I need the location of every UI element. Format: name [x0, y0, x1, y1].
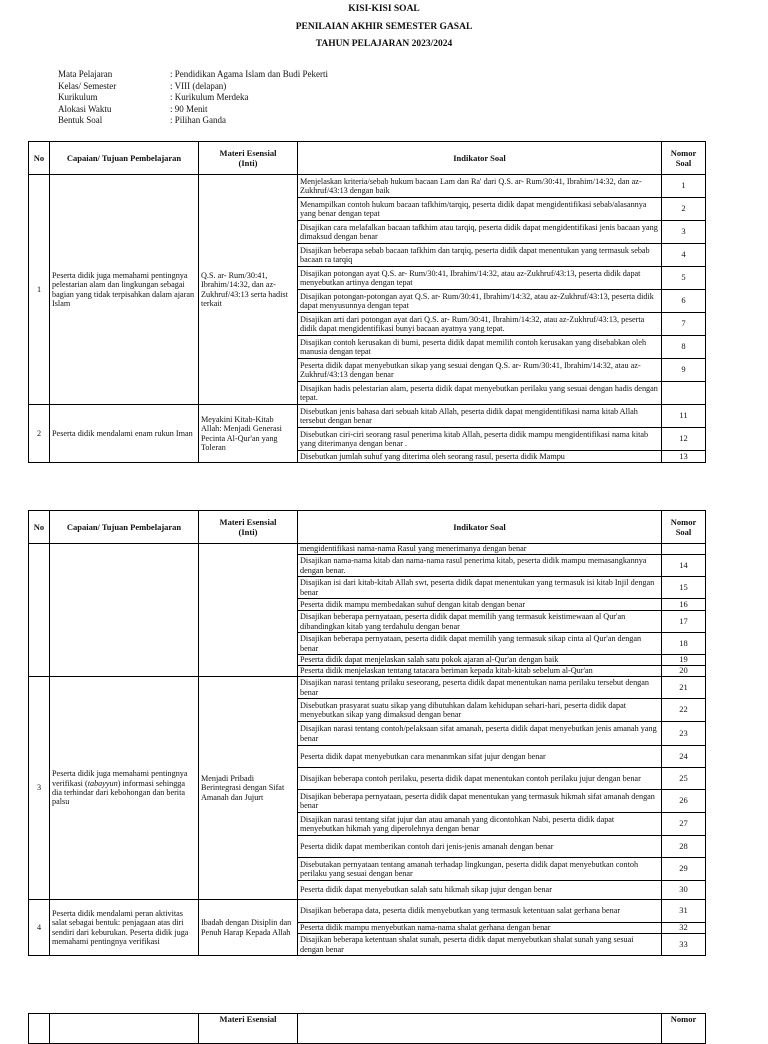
indikator-cell: Disajikan potongan-potongan ayat Q.S. ar- Rum/30:41, Ibrahim/14:32, atau az-Zukhruf/43:13, peserta didik dapat menyusunnya dengan tepat	[298, 290, 662, 313]
nomor-cell: 7	[662, 313, 706, 336]
nomor-cell: 23	[662, 722, 706, 746]
indikator-cell: Disajikan beberapa contoh perilaku, peserta didik dapat menentukan contoh perilaku jujur dengan benar	[298, 768, 662, 790]
nomor-cell: 12	[662, 428, 706, 451]
meta-label: Kurikulum	[58, 92, 98, 103]
nomor-cell: 27	[662, 813, 706, 836]
capaian-cell: Peserta didik juga memahami pentingnya pelestarian alam dan lingkungan sebagai bagian yang tidak terpisahkan dalam ajaran Islam	[50, 175, 199, 405]
indikator-cell: Menjelaskan kriteria/sebab hukum bacaan Lam dan Ra' dari Q.S. ar- Rum/30:41, Ibrahim/14:32, dan az-Zukhruf/43:13 dengan baik	[298, 175, 662, 198]
nomor-cell: 30	[662, 881, 706, 900]
nomor-cell: 9	[662, 359, 706, 382]
kisi-kisi-table-page-1	[28, 141, 706, 463]
header-no	[29, 1014, 50, 1044]
nomor-cell: 19	[662, 655, 706, 666]
row-number: 2	[29, 405, 50, 463]
meta-row	[58, 81, 328, 93]
indikator-cell: Disajikan cara melafalkan bacaan tafkhim atau tarqiq, peserta didik dapat mengidentifikasi jenis bacaan yang dimaksud dengan benar	[298, 221, 662, 244]
meta-value: : Pendidikan Agama Islam dan Budi Pekerti	[170, 69, 328, 79]
row-number: 4	[29, 900, 50, 956]
meta-value: : 90 Menit	[170, 103, 208, 114]
header-indikator	[298, 1014, 662, 1044]
table-row	[29, 405, 706, 428]
materi-cell: Menjadi Pribadi Berintegrasi dengan Sifat Amanah dan Jujurt	[199, 677, 298, 900]
indikator-cell: Disajikan beberapa ketentuan shalat sunah, peserta didik dapat menyebutkan shalat sunah yang sesuai dengan benar	[298, 934, 662, 956]
indikator-cell: Peserta didik dapat menyebutkan sikap yang sesuai dengan Q.S. ar- Rum/30:41, Ibrahim/14:32, atau az-Zukhruf/43:13 dengan benar	[298, 359, 662, 382]
indikator-cell: Disajikan beberapa sebab bacaan tafkhim dan tarqiq, peserta didik dapat menentukan yang termasuk sebab bacaan ra tarqiq	[298, 244, 662, 267]
nomor-cell: 28	[662, 836, 706, 858]
indikator-cell: Peserta didik dapat menjelaskan salah satu pokok ajaran al-Qur'an dengan baik	[298, 655, 662, 666]
indikator-cell: mengidentifikasi nama-nama Rasul yang menerimanya dengan benar	[298, 544, 662, 555]
nomor-cell: 3	[662, 221, 706, 244]
document-year: TAHUN PELAJARAN 2023/2024	[315, 39, 453, 49]
header-nomor-line2: Soal	[675, 158, 692, 168]
nomor-cell: 13	[662, 451, 706, 463]
capaian-text-a: Peserta didik juga memahami pentingnya verifikasi (	[52, 769, 188, 788]
indikator-cell: Disajikan beberapa data, peserta didik menyebutkan yang termasuk ketentuan salat gerhana benar	[298, 900, 662, 923]
nomor-cell: 21	[662, 677, 706, 699]
header-materi-line2: (Inti)	[238, 527, 258, 537]
nomor-cell: 4	[662, 244, 706, 267]
meta-row	[58, 92, 328, 104]
nomor-cell: 2	[662, 198, 706, 221]
indikator-cell: Disebutakan pernyataan tentang amanah terhadap lingkungan, peserta didik dapat menyebutkan contoh perilaku yang sesuai dengan benar	[298, 858, 662, 881]
nomor-cell: 32	[662, 923, 706, 934]
meta-row	[58, 104, 328, 116]
indikator-cell: Disajikan hadis pelestarian alam, peserta didik dapat menyebutkan perilaku yang sesuai dengan hadis dengan tepat.	[298, 382, 662, 405]
header-capaian: Capaian/ Tujuan Pembelajaran	[50, 142, 199, 175]
meta-value: : Pilihan Ganda	[170, 115, 226, 126]
nomor-cell: 6	[662, 290, 706, 313]
indikator-cell: Disebutkan prasyarat suatu sikap yang dibutuhkan dalam kehidupan sehari-hari, peserta didik dapat menyebutkan sikap yang dimaksud dengan benar	[298, 699, 662, 722]
header-nomor-line1: Nomor	[670, 148, 697, 158]
capaian-cell	[50, 544, 199, 677]
nomor-cell: 5	[662, 267, 706, 290]
meta-label: Kelas/ Semester	[58, 80, 117, 91]
nomor-cell: 17	[662, 611, 706, 633]
header-no: No	[29, 142, 50, 175]
kisi-kisi-table-page-2	[28, 510, 706, 956]
nomor-cell: 14	[662, 555, 706, 577]
kisi-kisi-table-page-3	[28, 1013, 706, 1044]
materi-cell: Ibadah dengan Disiplin dan Penuh Harap Kepada Allah	[199, 900, 298, 956]
nomor-cell	[662, 544, 706, 555]
header-materi-line1: Materi Esensial	[219, 517, 277, 527]
indikator-cell: Disajikan beberapa pernyataan, peserta didik dapat memilih yang termasuk keistimewaan al Qur'an dibandingkan kitab yang terdahulu dengan benar	[298, 611, 662, 633]
header-nomor-line2: Soal	[675, 527, 692, 537]
header-capaian: Capaian/ Tujuan Pembelajaran	[50, 511, 199, 544]
indikator-cell: Disajikan beberapa pernyataan, peserta didik dapat memilih yang termasuk sikap cinta al Qur'an dengan benar	[298, 633, 662, 655]
indikator-cell: Disajikan narasi tentang prilaku seseorang, peserta didik dapat menentukan nama perilaku tersebut dengan benar	[298, 677, 662, 699]
indikator-cell: Peserta didik mampu menyebutkan nama-nama shalat gerhana dengan benar	[298, 923, 662, 934]
document-title: KISI-KISI SOAL	[348, 4, 420, 14]
meta-value: : Kurikulum Merdeka	[170, 92, 249, 103]
meta-label: Alokasi Waktu	[58, 103, 112, 114]
nomor-cell: 31	[662, 900, 706, 923]
nomor-cell: 16	[662, 599, 706, 611]
capaian-cell	[50, 677, 199, 900]
header-nomor	[662, 142, 706, 175]
materi-cell: Q.S. ar- Rum/30:41, Ibrahim/14:32, dan az-Zukhruf/43:13 serta hadist terkait	[199, 175, 298, 405]
table-row	[29, 677, 706, 699]
indikator-cell: Disajikan narasi tentang contoh/pelaksaan sifat amanah, peserta didik dapat menyebutkan jenis amanah yang benar	[298, 722, 662, 746]
indikator-cell: Disajikan narasi tentang sifat jujur dan atau amanah yang dicontohkan Nabi, peserta didik dapat menyebutkan hikmah yang diperolehnya dengan benar	[298, 813, 662, 836]
materi-cell: Meyakini Kitab-Kitab Allah: Menjadi Generasi Pecinta Al-Qur'an yang Toleran	[199, 405, 298, 463]
indikator-cell: Disebutkan jenis bahasa dari sebuah kitab Allah, peserta didik dapat mengidentifikasi nama kitab Allah tersebut dengan benar	[298, 405, 662, 428]
header-nomor: Nomor	[662, 1014, 706, 1044]
document-subtitle: PENILAIAN AKHIR SEMESTER GASAL	[295, 22, 473, 32]
capaian-text-b: ) informasi sehingga dia terhindar dari kebohongan dan berita palsu	[52, 778, 186, 807]
nomor-cell: 29	[662, 858, 706, 881]
indikator-cell: Peserta didik menjelaskan tentang tatacara beriman kepada kitab-kitab sebelum al-Qur'an	[298, 666, 662, 677]
capaian-cell: Peserta didik mendalami enam rukun Iman	[50, 405, 199, 463]
table-row	[29, 544, 706, 555]
indikator-cell: Peserta didik dapat menyebutkan salah satu hikmah sikap jujur dengan benar	[298, 881, 662, 900]
header-materi-line1: Materi Esensial	[219, 148, 277, 158]
header-nomor	[662, 511, 706, 544]
header-no: No	[29, 511, 50, 544]
header-capaian	[50, 1014, 199, 1044]
indikator-cell: Disajikan contoh kerusakan di bumi, peserta didik dapat memilih contoh kerusakan yang disebabkan oleh manusia dengan tepat	[298, 336, 662, 359]
indikator-cell: Disajikan isi dari kitab-kitab Allah swt, peserta didik dapat menentukan yang termasuk isi kitab Injil dengan benar	[298, 577, 662, 599]
nomor-cell: 25	[662, 768, 706, 790]
indikator-cell: Peserta didik mampu membedakan suhuf dengan kitab dengan benar	[298, 599, 662, 611]
table-header-row	[29, 142, 706, 175]
meta-row	[58, 115, 328, 127]
indikator-cell: Disajikan beberapa pernyataan, peserta didik dapat menentukan yang termasuk hikmah sifat amanah dengan benar	[298, 790, 662, 813]
nomor-cell: 33	[662, 934, 706, 956]
header-indikator: Indikator Soal	[298, 511, 662, 544]
nomor-cell: 1	[662, 175, 706, 198]
nomor-cell: 24	[662, 746, 706, 768]
header-materi: Materi Esensial	[199, 1014, 298, 1044]
table-header-row	[29, 1014, 706, 1044]
table-row	[29, 900, 706, 923]
nomor-cell: 26	[662, 790, 706, 813]
indikator-cell: Disajikan arti dari potongan ayat dari Q.S. ar- Rum/30:41, Ibrahim/14:32, atau az-Zukhruf/43:13, peserta didik dapat mengidentifikasi bunyi bacaan ayatnya yang tepat.	[298, 313, 662, 336]
header-materi	[199, 142, 298, 175]
nomor-cell: 11	[662, 405, 706, 428]
table-row	[29, 175, 706, 198]
meta-value: : VIII (delapan)	[170, 80, 227, 91]
materi-cell	[199, 544, 298, 677]
meta-row	[58, 69, 328, 81]
indikator-cell: Disajikan potongan ayat Q.S. ar- Rum/30:41, Ibrahim/14:32, atau az-Zukhruf/43:13, peserta didik dapat menyebutkan artinya dengan tepat	[298, 267, 662, 290]
capaian-text-em: tabayyun	[87, 778, 118, 788]
nomor-cell: 18	[662, 633, 706, 655]
indikator-cell: Disebutkan jumlah suhuf yang diterima oleh seorang rasul, peserta didik Mampu	[298, 451, 662, 463]
header-materi	[199, 511, 298, 544]
meta-label: Mata Pelajaran	[58, 69, 113, 79]
table-header-row	[29, 511, 706, 544]
meta-label: Bentuk Soal	[58, 115, 103, 126]
indikator-cell: Disajikan nama-nama kitab dan nama-nama rasul penerima kitab, peserta didik mampu memasangkannya dengan benar.	[298, 555, 662, 577]
document-meta	[58, 69, 328, 127]
capaian-cell: Peserta didik mendalami peran aktivitas salat sebagai bentuk: penjagaan atas diri sendiri dari keburukan. Peserta didik juga memahami pentingnya verifikasi	[50, 900, 199, 956]
indikator-cell: Peserta didik dapat menyebutkan cara menanmkan sifat jujur dengan benar	[298, 746, 662, 768]
indikator-cell: Menampilkan contoh hukum bacaan tafkhim/tarqiq, peserta didik dapat mengidentifikasi sebab/alasannya yang benar dengan tepat	[298, 198, 662, 221]
nomor-cell: 20	[662, 666, 706, 677]
row-number	[29, 544, 50, 677]
nomor-cell: 8	[662, 336, 706, 359]
row-number: 1	[29, 175, 50, 405]
indikator-cell: Peserta didik dapat memberikan contoh dari jenis-jenis amanah dengan benar	[298, 836, 662, 858]
indikator-cell: Disebutkan ciri-ciri seorang rasul penerima kitab Allah, peserta didik mampu mengidentifikasi nama kitab yang diterimanya dengan benar .	[298, 428, 662, 451]
header-materi-line2: (Inti)	[238, 158, 258, 168]
row-number: 3	[29, 677, 50, 900]
nomor-cell: 22	[662, 699, 706, 722]
nomor-cell	[662, 382, 706, 405]
header-indikator: Indikator Soal	[298, 142, 662, 175]
nomor-cell: 15	[662, 577, 706, 599]
header-nomor-line1: Nomor	[670, 517, 697, 527]
